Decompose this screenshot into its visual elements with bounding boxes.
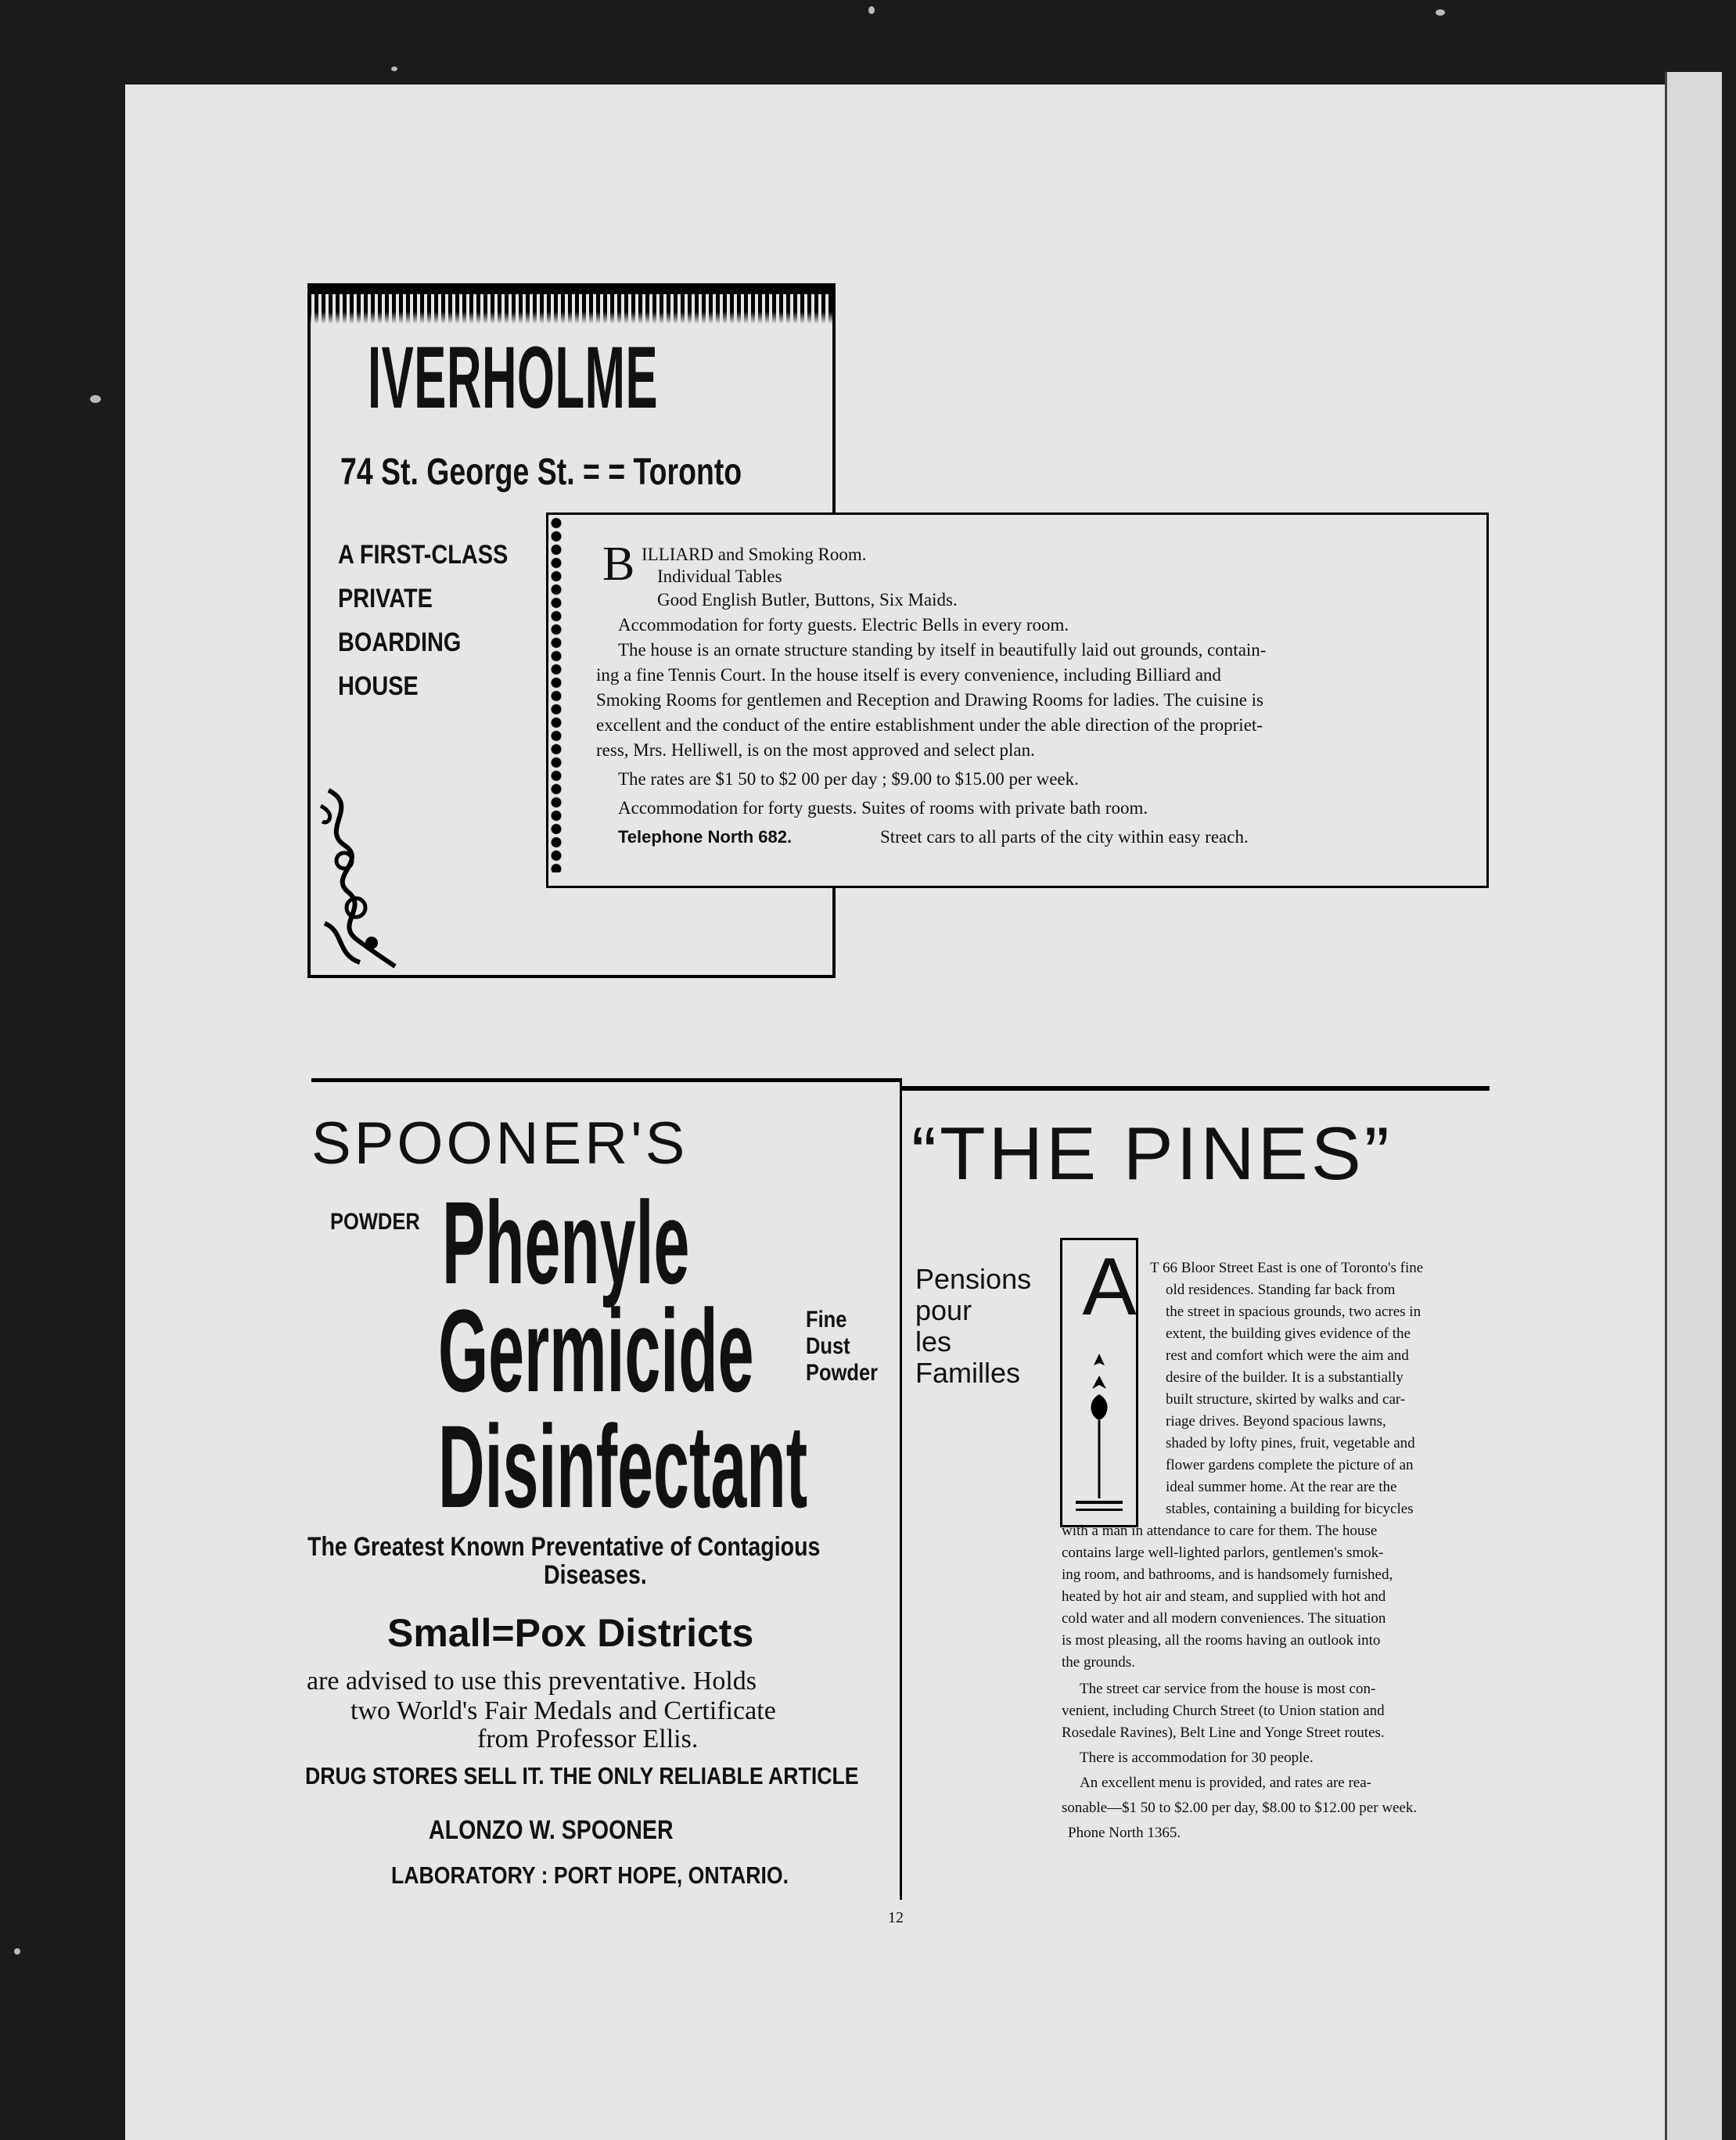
iverholme-body-line: Accommodation for forty guests. Electric Bells in every room. <box>618 615 1069 635</box>
fine-line: Powder <box>806 1360 879 1386</box>
iverholme-side-line: PRIVATE <box>338 584 433 613</box>
spooner-smallpox-heading: Small=Pox Districts <box>387 1611 754 1655</box>
spooner-disinfectant: Disinfectant <box>438 1401 808 1532</box>
section-rule <box>311 1078 900 1082</box>
spooner-brand: SPOONER'S <box>311 1110 688 1177</box>
pensions-line: Familles <box>915 1357 1021 1389</box>
pines-body-line: ideal summer home. At the rear are the <box>1166 1479 1397 1495</box>
iverholme-body-line: ILLIARD and Smoking Room. <box>642 545 867 564</box>
spooner-drug-stores-line: DRUG STORES SELL IT. THE ONLY RELIABLE ARTICLE <box>305 1762 859 1789</box>
spooner-greatest-line: The Greatest Known Preventative of Contagious <box>307 1532 821 1562</box>
iverholme-body-line: The rates are $1 50 to $2 00 per day ; $9.00 to $15.00 per week. <box>618 769 1079 789</box>
pines-body-line: riage drives. Beyond spacious lawns, <box>1166 1413 1386 1430</box>
pines-body-line: heated by hot air and steam, and supplied with hot and <box>1062 1588 1386 1605</box>
pines-body-line: cold water and all modern conveniences. The situation <box>1062 1610 1386 1627</box>
pines-body-line: The street car service from the house is most con- <box>1080 1681 1376 1697</box>
dotted-border <box>548 516 565 872</box>
pines-body-line: Rosedale Ravines), Belt Line and Yonge Street routes. <box>1062 1725 1385 1741</box>
fine-line: Fine <box>806 1307 847 1333</box>
pines-title: “THE PINES” <box>911 1112 1393 1196</box>
column-rule <box>900 1078 902 1900</box>
pines-body-line: ing room, and bathrooms, and is handsomely furnished, <box>1062 1566 1393 1583</box>
tulip-ornament-icon <box>1072 1346 1127 1518</box>
spooner-alonzo: ALONZO W. SPOONER <box>429 1815 674 1845</box>
scan-speck <box>391 67 397 71</box>
iverholme-body-line: Smoking Rooms for gentlemen and Reception and Drawing Rooms for ladies. The cuisine is <box>596 690 1263 710</box>
pines-body-line: There is accommodation for 30 people. <box>1080 1750 1314 1766</box>
pines-body-line: the grounds. <box>1062 1654 1135 1671</box>
iverholme-body-line: Accommodation for forty guests. Suites of rooms with private bath room. <box>618 798 1148 818</box>
iverholme-address: 74 St. George St. = = Toronto <box>340 451 742 493</box>
pines-body-line: stables, containing a building for bicycles <box>1166 1501 1414 1517</box>
pines-body-line: An excellent menu is provided, and rates are rea- <box>1080 1775 1371 1791</box>
pines-body-line: old residences. Standing far back from <box>1166 1282 1396 1298</box>
iverholme-dropcap: B <box>602 538 635 591</box>
pines-body-line: desire of the builder. It is a substantially <box>1166 1369 1404 1386</box>
page-number: 12 <box>888 1909 904 1926</box>
scan-speck <box>868 6 875 14</box>
fine-line: Dust <box>806 1333 850 1359</box>
iverholme-body-line: The house is an ornate structure standing by itself in beautifully laid out grounds, contain- <box>618 640 1267 660</box>
spooner-advised-line: from Professor Ellis. <box>477 1725 699 1753</box>
spooner-diseases-line: Diseases. <box>544 1560 647 1590</box>
pines-dropcap: A <box>1082 1242 1137 1333</box>
pensions-line: Pensions <box>915 1263 1032 1295</box>
pines-body-line: sonable—$1 50 to $2.00 per day, $8.00 to $12.00 per week. <box>1062 1800 1418 1816</box>
scan-speck <box>1436 9 1445 16</box>
pines-body-line: venient, including Church Street (to Union station and <box>1062 1703 1385 1719</box>
iverholme-body-line: ress, Mrs. Helliwell, is on the most approved and select plan. <box>596 740 1035 760</box>
iverholme-body-line: excellent and the conduct of the entire establishment under the able direction of the propriet- <box>596 715 1263 735</box>
iverholme-side-line: HOUSE <box>338 671 419 701</box>
pines-body-line: built structure, skirted by walks and car- <box>1166 1391 1406 1408</box>
scan-speck <box>90 395 101 403</box>
iverholme-body-line: Good English Butler, Buttons, Six Maids. <box>657 590 958 610</box>
pines-body-line: flower gardens complete the picture of an <box>1166 1457 1414 1473</box>
spooner-advised-line: are advised to use this preventative. Holds <box>307 1667 757 1696</box>
spooner-phenyle: Phenyle <box>442 1177 690 1308</box>
iverholme-side-line: BOARDING <box>338 628 462 657</box>
spooner-fine-dust-powder <box>806 1307 878 1387</box>
iverholme-streetcars: Street cars to all parts of the city within easy reach. <box>880 827 1249 847</box>
pines-body-line: the street in spacious grounds, two acres in <box>1166 1304 1422 1320</box>
iverholme-telephone: Telephone North 682. <box>618 827 793 847</box>
pines-body-line: rest and comfort which were the aim and <box>1166 1347 1409 1364</box>
iverholme-title: IVERHOLME <box>368 329 659 426</box>
pensions-line: les <box>915 1325 952 1358</box>
scroll-ornament-icon <box>313 782 399 970</box>
iverholme-body-line: Individual Tables <box>657 566 782 586</box>
spooner-laboratory: LABORATORY : PORT HOPE, ONTARIO. <box>391 1861 789 1889</box>
pensions-line: pour <box>915 1294 972 1326</box>
pines-body-line: with a man in attendance to care for them. The house <box>1062 1523 1378 1539</box>
pines-body-line: shaded by lofty pines, fruit, vegetable and <box>1166 1435 1415 1451</box>
iverholme-body-line: ing a fine Tennis Court. In the house itself is every convenience, including Billiard and <box>596 665 1221 685</box>
scan-speck <box>14 1948 20 1955</box>
pines-body-line: extent, the building gives evidence of the <box>1166 1325 1411 1342</box>
adjacent-page-edge <box>1665 72 1722 2140</box>
spooner-advised-line: two World's Fair Medals and Certificate <box>350 1696 776 1725</box>
section-rule <box>901 1086 1490 1091</box>
pines-body-line: is most pleasing, all the rooms having an outlook into <box>1062 1632 1381 1649</box>
iverholme-side-line: A FIRST-CLASS <box>338 540 509 570</box>
spooner-germicide: Germicide <box>438 1285 754 1416</box>
pines-body-line: contains large well-lighted parlors, gentlemen's smok- <box>1062 1545 1384 1561</box>
spooner-powder-label: POWDER <box>330 1209 420 1235</box>
pines-pensions-block <box>915 1264 1031 1389</box>
pines-body-line: T 66 Bloor Street East is one of Toronto's fine <box>1150 1260 1424 1276</box>
pines-body-line: Phone North 1365. <box>1068 1825 1181 1841</box>
